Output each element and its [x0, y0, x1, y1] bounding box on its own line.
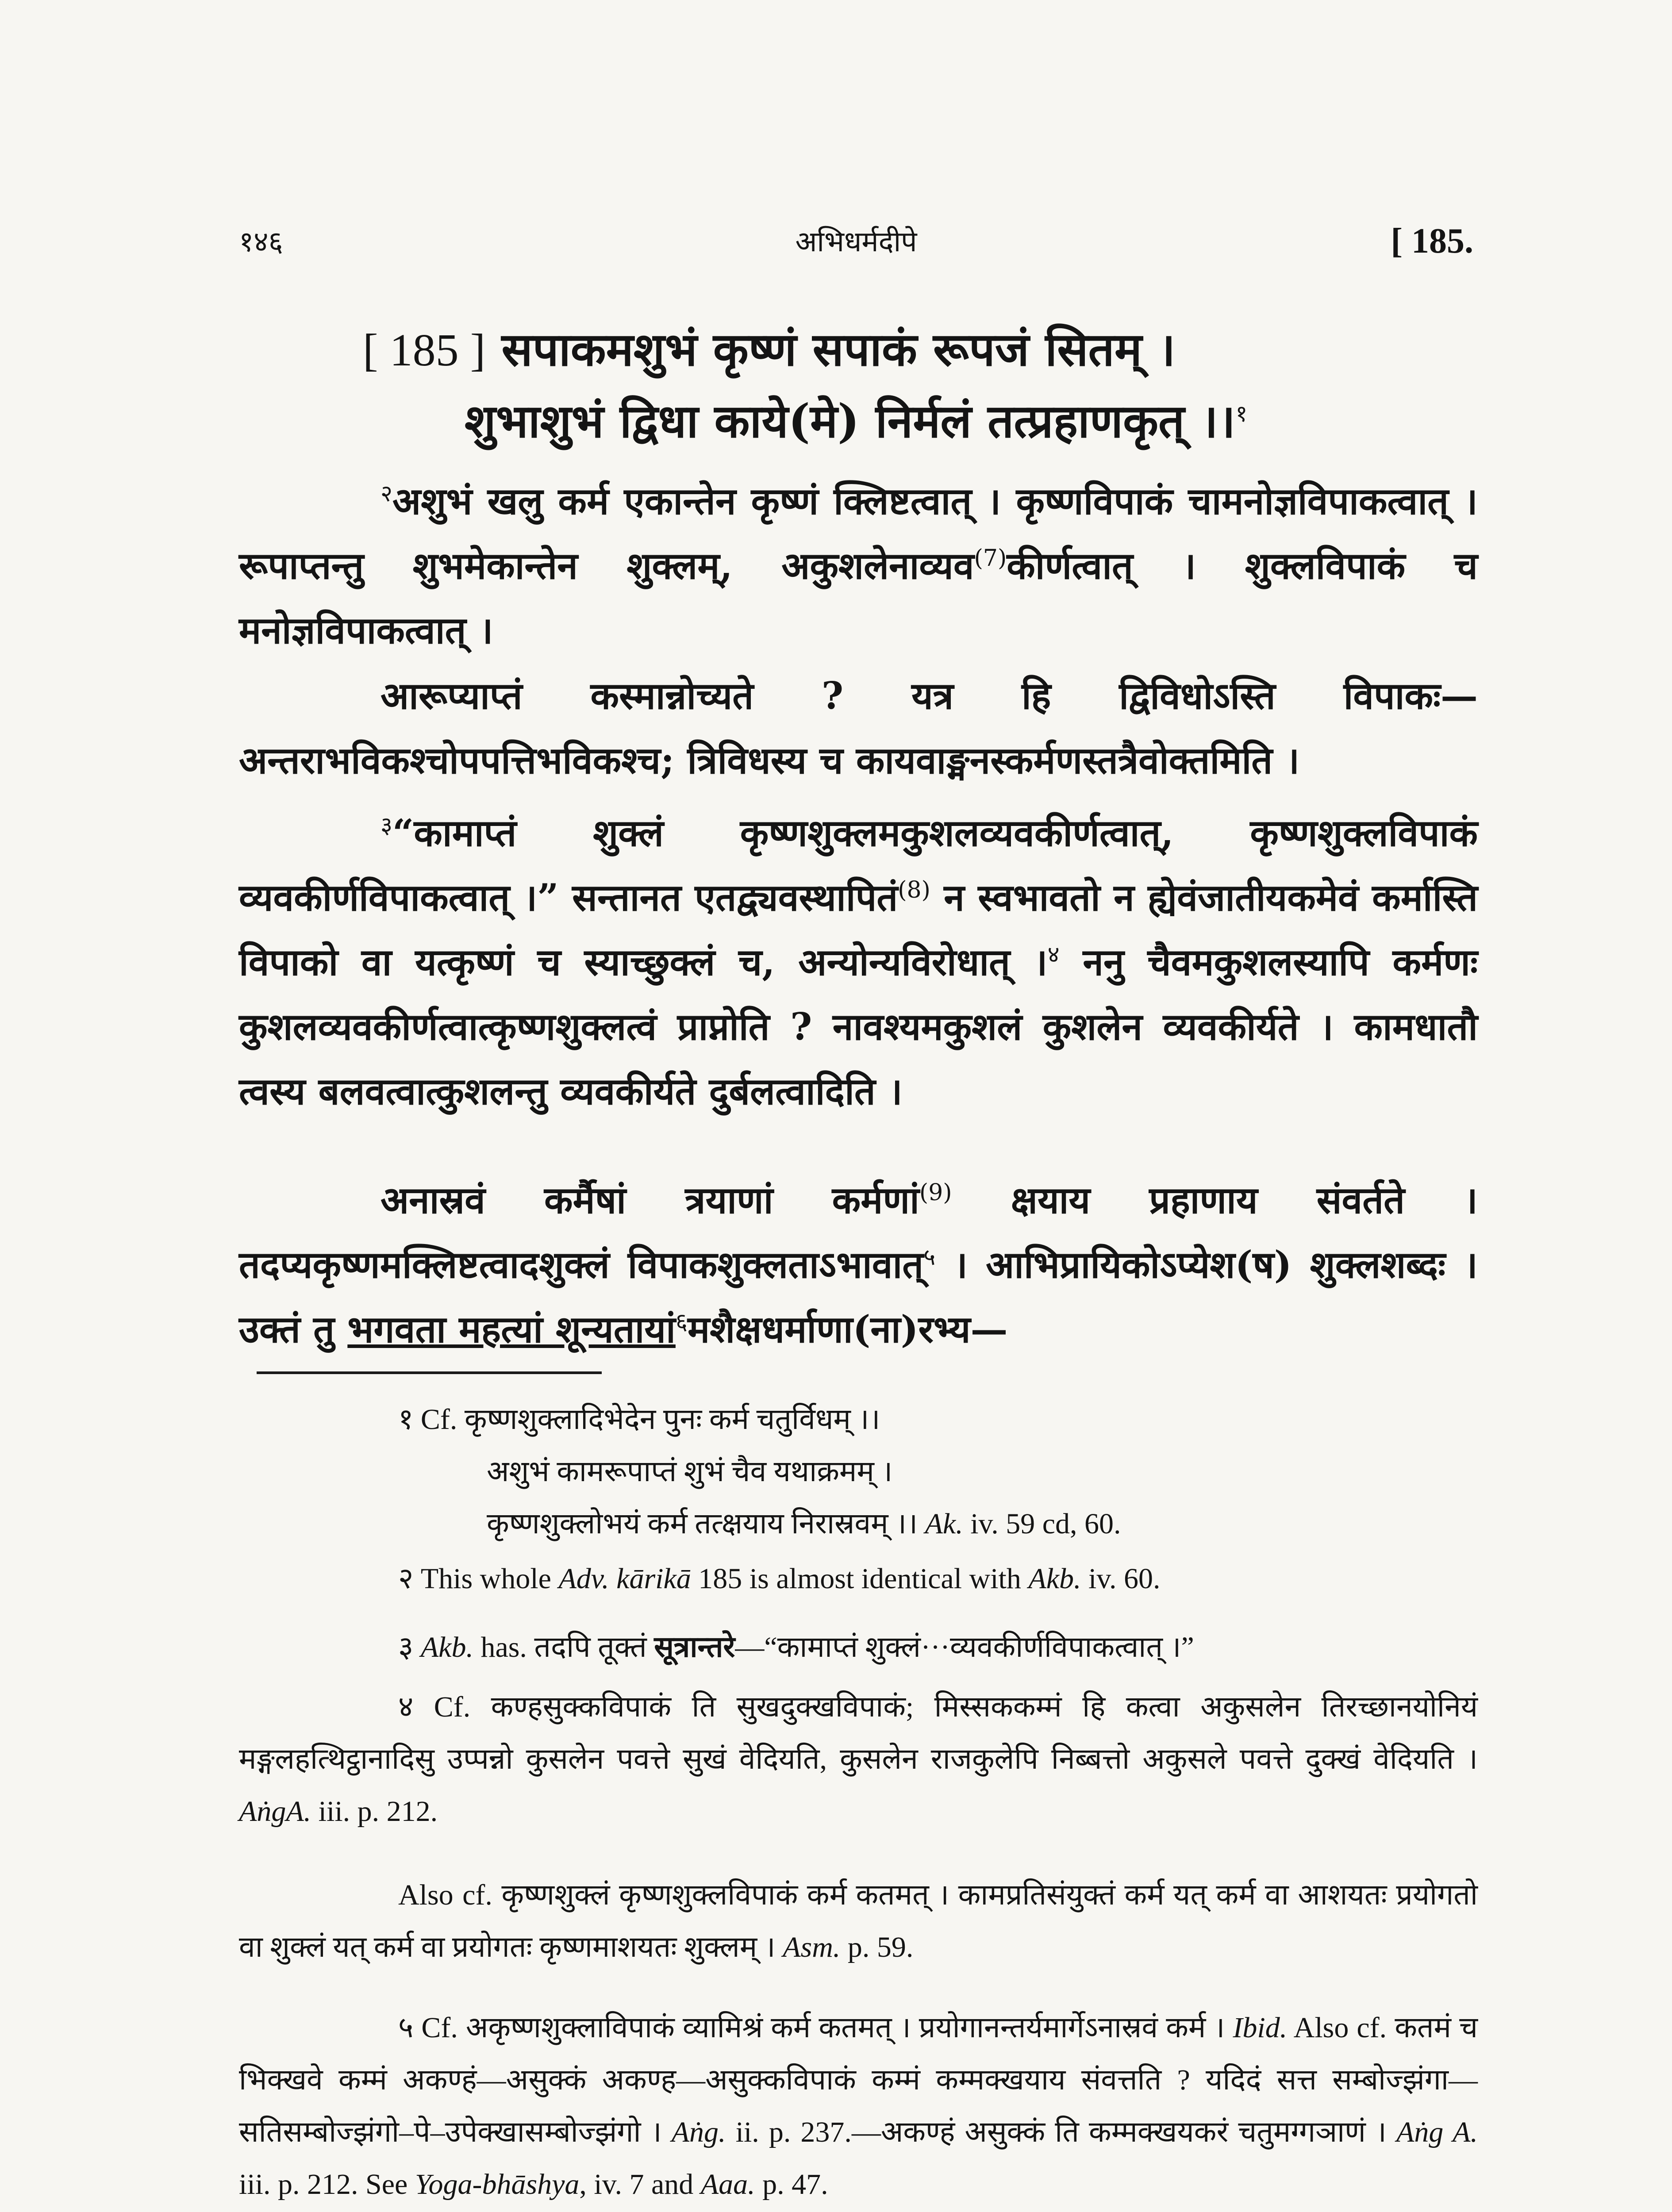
footnote-1-line-3 [239, 1498, 1478, 1550]
footnote-text: कृष्णशुक्लादिभेदेन पुनः कर्म चतुर्विधम् ।। [464, 1403, 880, 1436]
footnote-mark: १ [398, 1403, 414, 1436]
footnote-ref: १ [1235, 400, 1248, 427]
verse-line-2 [363, 386, 1469, 457]
paragraph-text: अनास्रवं कर्मैषां त्रयाणां कर्मणां [381, 1178, 919, 1222]
footnote-text: iii. p. 212. See [239, 2168, 415, 2200]
footnote-2 [239, 1553, 1637, 1605]
footnote-text: p. 47. [755, 2168, 828, 2200]
footnote-text: Cf. [420, 1403, 457, 1436]
citation: Yoga-bhāshya [415, 2168, 580, 2200]
commentary-paragraph-3 [239, 801, 1478, 1124]
footnote-text: Cf. कण्हसुक्कविपाकं ति सुखदुक्खविपाकं; मिस्सककम्मं हि कत्वा अकुसलेन तिरच्छानयोनियं मङ्गलहत्थिट्ठानादिसु उप्पन्नो कुसलेन पवत्ते सुखं वेदियति, कुसलेन राजकुलेपि निब्बत्तो अकुसले पवत्ते दुक्खं वेदियति । [239, 1691, 1478, 1775]
footnote-text: iv. 59 cd, 60. [963, 1508, 1121, 1540]
citation: Akb. [1028, 1563, 1081, 1595]
commentary-paragraph-1 [239, 469, 1478, 663]
paragraph-text: ननु चैवमकुशलस्यापि कर्मणः कुशलव्यवकीर्णत्वात्कृष्णशुक्लत्वं प्राप्नोति ? नावश्यमकुशलं कुशलेन व्यवकीर्यते । कामधातौ त्वस्य बलवत्वात्कुशलन्तु व्यवकीर्यते दुर्बलत्वादिति । [239, 940, 1478, 1113]
footnote-rule [257, 1371, 602, 1374]
paragraph-text: “कामाप्तं शुक्लं कृष्णशुक्लमकुशलव्यवकीर्णत्वात्, कृष्णशुक्लविपाकं व्यवकीर्णविपाकत्वात् ।” सन्तानत एतद्व्यवस्थापितं [239, 811, 1478, 919]
footnote-text: 185 is almost identical with [691, 1563, 1029, 1595]
footnote-ref: २ [381, 480, 393, 507]
verse-line-1 [363, 314, 1469, 386]
paragraph-text: अशुभं खलु कर्म एकान्तेन कृष्णं क्लिष्टत्वात् । कृष्णविपाकं चामनोज्ञविपाकत्वात् । रूपाप्तन्तु शुभमेकान्तेन शुक्लम्, अकुशलेनाव्यव [239, 479, 1478, 588]
commentary-paragraph-2 [239, 664, 1478, 793]
footnote-4 [239, 1681, 1478, 1838]
footnote-mark: ५ [398, 2012, 414, 2044]
footnote-ref: ४ [1047, 941, 1060, 968]
footnote-1-line-1 [239, 1394, 1478, 1446]
variant-ref: (9) [919, 1179, 952, 1206]
footnote-mark: २ [398, 1563, 414, 1595]
footnote-5 [239, 2002, 1478, 2211]
footnote-text: सूत्रान्तरे [654, 1631, 735, 1663]
footnote-1-line-2: अशुभं कामरूपाप्तं शुभं चैव यथाक्रमम् । [487, 1455, 893, 1488]
footnote-text: iv. 60. [1081, 1563, 1161, 1595]
paragraph-text: मशैक्षधर्माणा(ना)रभ्य— [687, 1307, 1008, 1351]
footnote-ref: ६ [675, 1309, 688, 1335]
page-number: १४६ [239, 226, 283, 258]
citation: Aaa. [700, 2168, 755, 2200]
section-marker: [ 185. [1391, 222, 1473, 261]
citation: Aṅg. [671, 2116, 726, 2148]
footnote-1 [239, 1394, 1478, 1550]
footnote-text: ii. p. 237.—अकण्हं असुक्कं ति कम्मक्खयकरं चतुमग्गञाणं । [726, 2116, 1396, 2148]
footnote-text: Cf. अकृष्णशुक्लाविपाकं व्यामिश्रं कर्म कतमत् । प्रयोगानन्तर्यमार्गेऽनास्रवं कर्म । [413, 2012, 1233, 2044]
footnote-ref: ३ [381, 812, 393, 839]
footnote-ref: ५ [923, 1244, 936, 1271]
underlined-phrase: भगवता महत्यां शून्यतायां [347, 1307, 676, 1351]
footnote-text: This whole [413, 1563, 559, 1595]
verse-line-2-text: शुभाशुभं द्विधा काये(मे) निर्मलं तत्प्रहाणकृत् ।। [465, 394, 1236, 448]
footnote-3 [239, 1621, 1637, 1674]
footnote-text: Also cf. कतमं च भिक्खवे कम्मं अकण्हं—असुक्कं अकण्ह—असुक्कविपाकं कम्मं कम्मक्खयाय संवत्तति ? यदिदं सत्त सम्बोज्झंगा—सतिसम्बोज्झंगो–पे–उपेक्खासम्बोज्झंगो । [239, 2012, 1478, 2148]
footnote-text: Also cf. कृष्णशुक्लं कृष्णशुक्लविपाकं कर्म कतमत् । कामप्रतिसंयुक्तं कर्म यत् कर्म वा आशयतः प्रयोगतो वा शुक्लं यत् कर्म वा प्रयोगतः कृष्णमाशयतः शुक्लम् । [239, 1879, 1478, 1963]
citation: Aṅg A. [1396, 2116, 1478, 2148]
running-title: अभिधर्मदीपे [795, 226, 917, 258]
footnote-text: , iv. 7 and [579, 2168, 701, 2200]
paragraph-text: क्षयाय प्रहाणाय संवर्तते । तदप्यकृष्णमक्लिष्टत्वादशुक्लं विपाकशुक्लताऽभावात् [239, 1178, 1478, 1286]
citation: AṅgA. [239, 1795, 311, 1828]
verse-line-1-text: सपाकमशुभं कृष्णं सपाकं रूपजं सितम् । [501, 322, 1176, 376]
running-header [239, 221, 1473, 270]
verse-block [363, 314, 1469, 457]
footnote-4-continued [239, 1869, 1478, 1974]
variant-ref: (8) [898, 877, 930, 903]
citation: Ak. [925, 1508, 963, 1540]
citation: Ibid. [1233, 2012, 1288, 2044]
footnote-text: iii. p. 212. [311, 1795, 438, 1828]
paragraph-text: कीर्णत्वात् । शुक्लविपाकं च मनोज्ञविपाकत्वात् । [239, 544, 1478, 652]
footnote-mark: ३ [398, 1631, 414, 1663]
footnote-text: has. तदपि तूक्तं [473, 1631, 654, 1663]
paragraph-text: आरूप्याप्तं कस्मान्नोच्यते ? यत्र हि द्विविधोऽस्ति विपाकः—अन्तराभविकश्चोपपत्तिभविकश्च; त्रिविधस्य च कायवाङ्मनस्कर्मणस्तत्रैवोक्तमिति । [239, 674, 1478, 782]
citation: Adv. kārikā [558, 1563, 691, 1595]
footnote-text: —“कामाप्तं शुक्लं···व्यवकीर्णविपाकत्वात् ।” [735, 1631, 1194, 1663]
variant-ref: (7) [974, 545, 1007, 572]
verse-number: [ 185 ] [363, 325, 486, 376]
citation: Akb. [420, 1631, 473, 1663]
citation: Asm. [783, 1931, 841, 1963]
footnote-text: p. 59. [840, 1931, 914, 1963]
paragraph-text: । आभिप्रायिकोऽप्येश(ष) शुक्लशब्दः । उक्तं तु [239, 1243, 1478, 1351]
paragraph-text: न स्वभावतो न ह्येवंजातीयकमेवं कर्मास्ति विपाको वा यत्कृष्णं च स्याच्छुक्लं च, अन्योन्यविरोधात् । [239, 876, 1478, 984]
footnote-mark: ४ [398, 1691, 414, 1723]
commentary-paragraph-4 [239, 1168, 1478, 1362]
footnote-text: कृष्णशुक्लोभयं कर्म तत्क्षयाय निरास्रवम् ।। [487, 1508, 918, 1540]
